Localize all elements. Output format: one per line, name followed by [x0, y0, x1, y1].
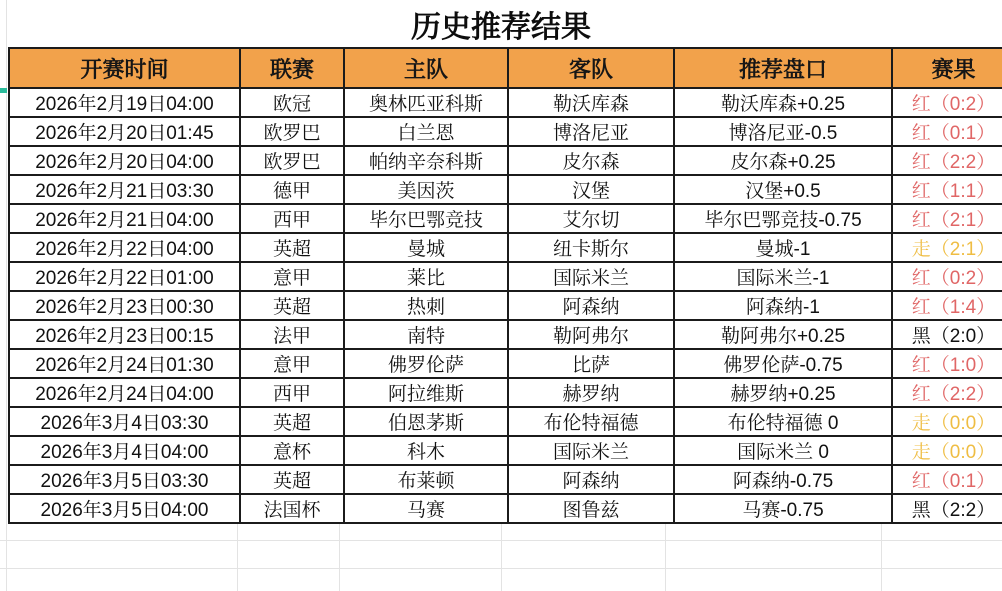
gridline-col-4 — [665, 513, 666, 591]
cell-league: 英超 — [240, 465, 344, 494]
table-row — [9, 117, 1002, 146]
cell-recommended-handicap: 国际米兰 0 — [674, 436, 892, 465]
cell-away-team: 比萨 — [508, 349, 674, 378]
cell-result: 红（2:1） — [892, 204, 1002, 233]
cell-recommended-handicap: 佛罗伦萨-0.75 — [674, 349, 892, 378]
cell-away-team: 图鲁兹 — [508, 494, 674, 523]
cell-league: 法国杯 — [240, 494, 344, 523]
gridline-col-3 — [501, 513, 502, 591]
cell-away-team: 皮尔森 — [508, 146, 674, 175]
col-header-recommended-handicap: 推荐盘口 — [674, 48, 892, 88]
cell-result: 红（0:2） — [892, 262, 1002, 291]
table-row — [9, 204, 1002, 233]
cell-kickoff-time: 2026年2月22日01:00 — [9, 262, 240, 291]
cell-league: 意甲 — [240, 262, 344, 291]
cell-league: 英超 — [240, 291, 344, 320]
cell-league: 英超 — [240, 233, 344, 262]
cell-result: 红（2:2） — [892, 378, 1002, 407]
cell-recommended-handicap: 毕尔巴鄂竞技-0.75 — [674, 204, 892, 233]
table-row — [9, 320, 1002, 349]
cell-home-team: 南特 — [344, 320, 508, 349]
cell-result: 红（2:2） — [892, 146, 1002, 175]
gridline-col-2 — [339, 513, 340, 591]
table-row — [9, 262, 1002, 291]
cell-away-team: 汉堡 — [508, 175, 674, 204]
cell-away-team: 纽卡斯尔 — [508, 233, 674, 262]
cell-result: 黑（2:2） — [892, 494, 1002, 523]
table-row — [9, 494, 1002, 523]
cell-league: 欧冠 — [240, 88, 344, 117]
table-row — [9, 465, 1002, 494]
cell-result: 红（1:0） — [892, 349, 1002, 378]
header-row — [9, 48, 1002, 88]
cell-league: 欧罗巴 — [240, 117, 344, 146]
cell-recommended-handicap: 布伦特福德 0 — [674, 407, 892, 436]
results-table — [8, 47, 1002, 524]
table-row — [9, 88, 1002, 117]
table-row — [9, 349, 1002, 378]
cell-recommended-handicap: 皮尔森+0.25 — [674, 146, 892, 175]
gridline-empty-row-1 — [0, 540, 1002, 541]
cell-kickoff-time: 2026年2月22日04:00 — [9, 233, 240, 262]
cell-league: 意杯 — [240, 436, 344, 465]
cell-result: 红（0:1） — [892, 117, 1002, 146]
cell-result: 红（0:2） — [892, 88, 1002, 117]
col-header-home-team: 主队 — [344, 48, 508, 88]
cell-recommended-handicap: 勒沃库森+0.25 — [674, 88, 892, 117]
cell-league: 意甲 — [240, 349, 344, 378]
cell-home-team: 阿拉维斯 — [344, 378, 508, 407]
cell-kickoff-time: 2026年2月20日04:00 — [9, 146, 240, 175]
cell-home-team: 伯恩茅斯 — [344, 407, 508, 436]
cell-league: 欧罗巴 — [240, 146, 344, 175]
cell-result: 走（0:0） — [892, 407, 1002, 436]
cell-recommended-handicap: 赫罗纳+0.25 — [674, 378, 892, 407]
cell-result: 红（1:4） — [892, 291, 1002, 320]
cell-league: 西甲 — [240, 204, 344, 233]
selection-indicator-mark — [0, 88, 7, 93]
table-row — [9, 378, 1002, 407]
cell-away-team: 阿森纳 — [508, 291, 674, 320]
cell-home-team: 科木 — [344, 436, 508, 465]
cell-recommended-handicap: 勒阿弗尔+0.25 — [674, 320, 892, 349]
cell-home-team: 热刺 — [344, 291, 508, 320]
cell-recommended-handicap: 汉堡+0.5 — [674, 175, 892, 204]
cell-kickoff-time: 2026年3月4日04:00 — [9, 436, 240, 465]
cell-home-team: 莱比 — [344, 262, 508, 291]
cell-kickoff-time: 2026年2月20日01:45 — [9, 117, 240, 146]
cell-away-team: 布伦特福德 — [508, 407, 674, 436]
cell-home-team: 美因茨 — [344, 175, 508, 204]
cell-home-team: 毕尔巴鄂竞技 — [344, 204, 508, 233]
cell-kickoff-time: 2026年2月19日04:00 — [9, 88, 240, 117]
col-header-result: 赛果 — [892, 48, 1002, 88]
cell-home-team: 佛罗伦萨 — [344, 349, 508, 378]
cell-home-team: 布莱顿 — [344, 465, 508, 494]
cell-result: 红（0:1） — [892, 465, 1002, 494]
col-header-away-team: 客队 — [508, 48, 674, 88]
cell-home-team: 白兰恩 — [344, 117, 508, 146]
page-title: 历史推荐结果 — [411, 11, 591, 44]
gridline-col-5 — [881, 513, 882, 591]
cell-league: 英超 — [240, 407, 344, 436]
cell-result: 走（0:0） — [892, 436, 1002, 465]
cell-kickoff-time: 2026年2月24日04:00 — [9, 378, 240, 407]
cell-kickoff-time: 2026年3月4日03:30 — [9, 407, 240, 436]
col-header-kickoff-time: 开赛时间 — [9, 48, 240, 88]
cell-recommended-handicap: 阿森纳-0.75 — [674, 465, 892, 494]
cell-kickoff-time: 2026年3月5日04:00 — [9, 494, 240, 523]
gridline-col-1 — [237, 513, 238, 591]
cell-away-team: 阿森纳 — [508, 465, 674, 494]
table-row — [9, 233, 1002, 262]
table-row — [9, 436, 1002, 465]
cell-kickoff-time: 2026年2月23日00:15 — [9, 320, 240, 349]
cell-result: 红（1:1） — [892, 175, 1002, 204]
cell-result: 走（2:1） — [892, 233, 1002, 262]
results-table-body — [9, 88, 1002, 523]
cell-result: 黑（2:0） — [892, 320, 1002, 349]
cell-away-team: 赫罗纳 — [508, 378, 674, 407]
cell-league: 德甲 — [240, 175, 344, 204]
cell-away-team: 勒阿弗尔 — [508, 320, 674, 349]
cell-home-team: 马赛 — [344, 494, 508, 523]
cell-kickoff-time: 2026年2月24日01:30 — [9, 349, 240, 378]
cell-kickoff-time: 2026年3月5日03:30 — [9, 465, 240, 494]
gridline-empty-row-2 — [0, 568, 1002, 569]
cell-home-team: 曼城 — [344, 233, 508, 262]
cell-home-team: 奥林匹亚科斯 — [344, 88, 508, 117]
cell-league: 西甲 — [240, 378, 344, 407]
cell-away-team: 勒沃库森 — [508, 88, 674, 117]
cell-recommended-handicap: 曼城-1 — [674, 233, 892, 262]
cell-away-team: 国际米兰 — [508, 262, 674, 291]
cell-league: 法甲 — [240, 320, 344, 349]
col-header-league: 联赛 — [240, 48, 344, 88]
cell-recommended-handicap: 国际米兰-1 — [674, 262, 892, 291]
cell-recommended-handicap: 博洛尼亚-0.5 — [674, 117, 892, 146]
table-row — [9, 146, 1002, 175]
cell-kickoff-time: 2026年2月23日00:30 — [9, 291, 240, 320]
cell-kickoff-time: 2026年2月21日04:00 — [9, 204, 240, 233]
cell-away-team: 博洛尼亚 — [508, 117, 674, 146]
cell-kickoff-time: 2026年2月21日03:30 — [9, 175, 240, 204]
cell-recommended-handicap: 马赛-0.75 — [674, 494, 892, 523]
table-row — [9, 407, 1002, 436]
cell-away-team: 艾尔切 — [508, 204, 674, 233]
table-row — [9, 175, 1002, 204]
cell-away-team: 国际米兰 — [508, 436, 674, 465]
cell-recommended-handicap: 阿森纳-1 — [674, 291, 892, 320]
cell-home-team: 帕纳辛奈科斯 — [344, 146, 508, 175]
table-row — [9, 291, 1002, 320]
